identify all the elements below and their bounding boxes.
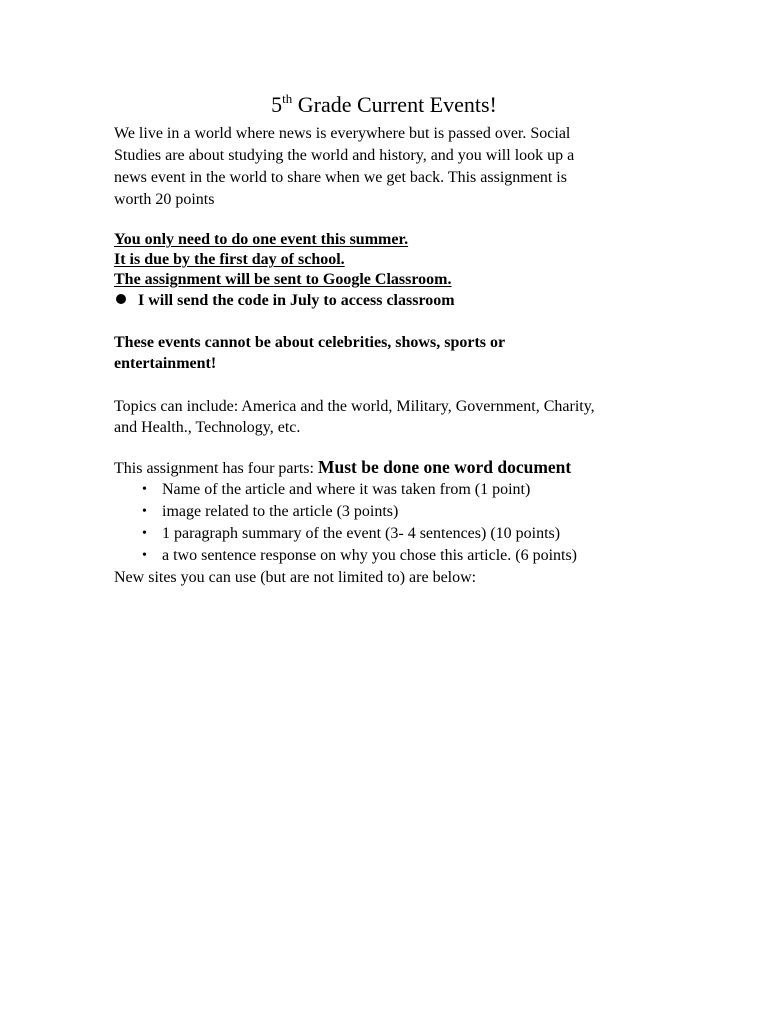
part-item: a two sentence response on why you chose this article. (6 points) bbox=[162, 547, 578, 564]
topics-line: Topics can include: America and the world, Military, Government, Charity, bbox=[114, 398, 595, 415]
restriction-line: These events cannot be about celebrities, shows, sports or bbox=[114, 334, 506, 351]
intro-line: Studies are about studying the world and history, and you will look up a bbox=[114, 147, 575, 164]
requirement-line: You only need to do one event this summer. bbox=[114, 231, 409, 248]
bullet-icon bbox=[116, 294, 126, 304]
restriction-line: entertainment! bbox=[114, 355, 217, 372]
intro-line: news event in the world to share when we get back. This assignment is bbox=[114, 169, 567, 186]
title-text: Grade Current Events! bbox=[292, 92, 497, 117]
code-bullet-item bbox=[116, 290, 455, 312]
bullet-icon: • bbox=[142, 526, 147, 541]
parts-intro bbox=[114, 456, 571, 480]
title-number: 5 bbox=[271, 92, 283, 117]
requirement-line: The assignment will be sent to Google Classroom. bbox=[114, 271, 452, 288]
bullet-icon: • bbox=[142, 482, 147, 497]
intro-line: We live in a world where news is everywhere but is passed over. Social bbox=[114, 125, 571, 142]
parts-intro-plain: This assignment has four parts: bbox=[114, 460, 318, 477]
title-superscript: th bbox=[282, 91, 293, 106]
bullet-icon: • bbox=[142, 504, 147, 519]
part-item: image related to the article (3 points) bbox=[162, 503, 399, 520]
code-bullet-text: I will send the code in July to access classroom bbox=[138, 292, 455, 309]
bullet-icon: • bbox=[142, 548, 147, 563]
topics-line: and Health., Technology, etc. bbox=[114, 419, 301, 436]
requirement-line: It is due by the first day of school. bbox=[114, 251, 345, 268]
parts-intro-bold: Must be done one word document bbox=[317, 457, 572, 477]
part-item: Name of the article and where it was taken from (1 point) bbox=[162, 481, 531, 498]
sites-line: New sites you can use (but are not limited to) are below: bbox=[114, 569, 477, 586]
intro-line: worth 20 points bbox=[114, 191, 215, 208]
part-item: 1 paragraph summary of the event (3- 4 sentences) (10 points) bbox=[162, 525, 561, 542]
page-title bbox=[114, 90, 654, 120]
